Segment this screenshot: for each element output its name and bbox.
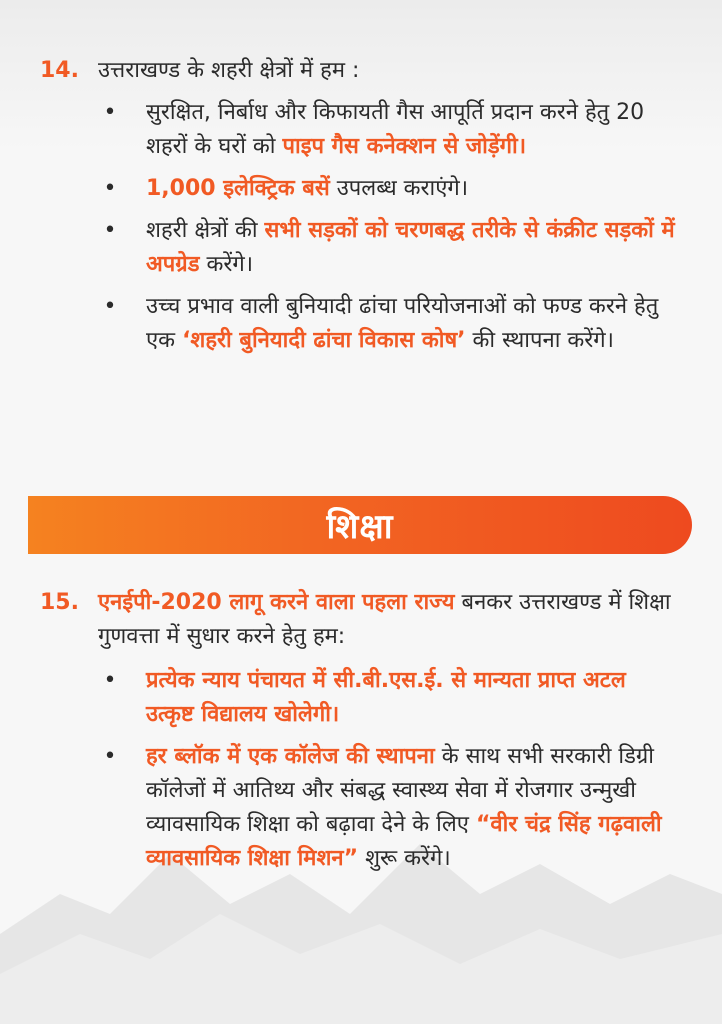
item-highlight: सभी सड़कों को चरणबद्ध तरीके से कंक्रीट सड़कों में अपग्रेड (146, 218, 675, 277)
point-14-list (100, 96, 680, 366)
item-highlight: पाइप गैस कनेक्शन से जोड़ेंगी। (282, 134, 527, 159)
item-highlight: हर ब्लॉक में एक कॉलेज की स्थापना (146, 744, 435, 769)
bullet-icon: • (103, 218, 117, 243)
item-highlight: प्रत्येक न्याय पंचायत में सी.बी.एस.ई. से मान्यता प्राप्त अटल उत्कृष्ट विद्यालय खोलेगी। (146, 668, 626, 727)
list-item (100, 290, 680, 358)
item-text: उपलब्ध कराएंगे। (329, 176, 469, 201)
item-text: उच्च प्रभाव वाली बुनियादी ढांचा परियोजनाओं को फण्ड करने हेतु एक (146, 294, 659, 353)
point-14 (40, 54, 690, 88)
item-text: की स्थापना करेंगे। (465, 328, 615, 353)
bullet-icon: • (103, 100, 117, 125)
item-text: के साथ सभी सरकारी डिग्री कॉलेजों में आतिथ्य और संबद्ध स्वास्थ्य सेवा में रोजगार उन्मुखी व्यावसायिक शिक्षा को बढ़ावा देने के लिए (146, 744, 654, 837)
point-intro (40, 586, 690, 654)
section-banner (28, 496, 692, 554)
intro-text: बनकर उत्तराखण्ड में शिक्षा गुणवत्ता में सुधार करने हेतु हम: (98, 590, 671, 649)
bullet-icon: • (103, 744, 117, 769)
point-number: 14. (40, 58, 79, 83)
list-item (100, 172, 680, 206)
item-highlight: ‘शहरी बुनियादी ढांचा विकास कोष’ (182, 328, 466, 353)
item-text: शहरी क्षेत्रों की (146, 218, 265, 243)
point-15-list (100, 664, 680, 884)
point-number: 15. (40, 590, 79, 615)
item-highlight: “वीर चंद्र सिंह गढ़वाली व्यावसायिक शिक्षा मिशन” (146, 812, 662, 871)
bullet-icon: • (103, 668, 117, 693)
point-intro: उत्तराखण्ड के शहरी क्षेत्रों में हम : (98, 58, 360, 83)
list-item (100, 214, 680, 282)
list-item (100, 664, 680, 732)
item-text: शुरू करेंगे। (358, 846, 451, 871)
point-15 (40, 586, 690, 654)
bullet-icon: • (103, 176, 117, 201)
item-text: सुरक्षित, निर्बाध और किफायती गैस आपूर्ति प्रदान करने हेतु 20 शहरों के घरों को (146, 100, 645, 159)
section-title: शिक्षा (326, 507, 394, 547)
bullet-icon: • (103, 294, 117, 319)
item-highlight: 1,000 इलेक्ट्रिक बसें (146, 176, 330, 201)
list-item (100, 96, 680, 164)
item-text: करेंगे। (199, 252, 254, 277)
list-item (100, 740, 680, 876)
intro-highlight: एनईपी-2020 लागू करने वाला पहला राज्य (98, 590, 455, 615)
